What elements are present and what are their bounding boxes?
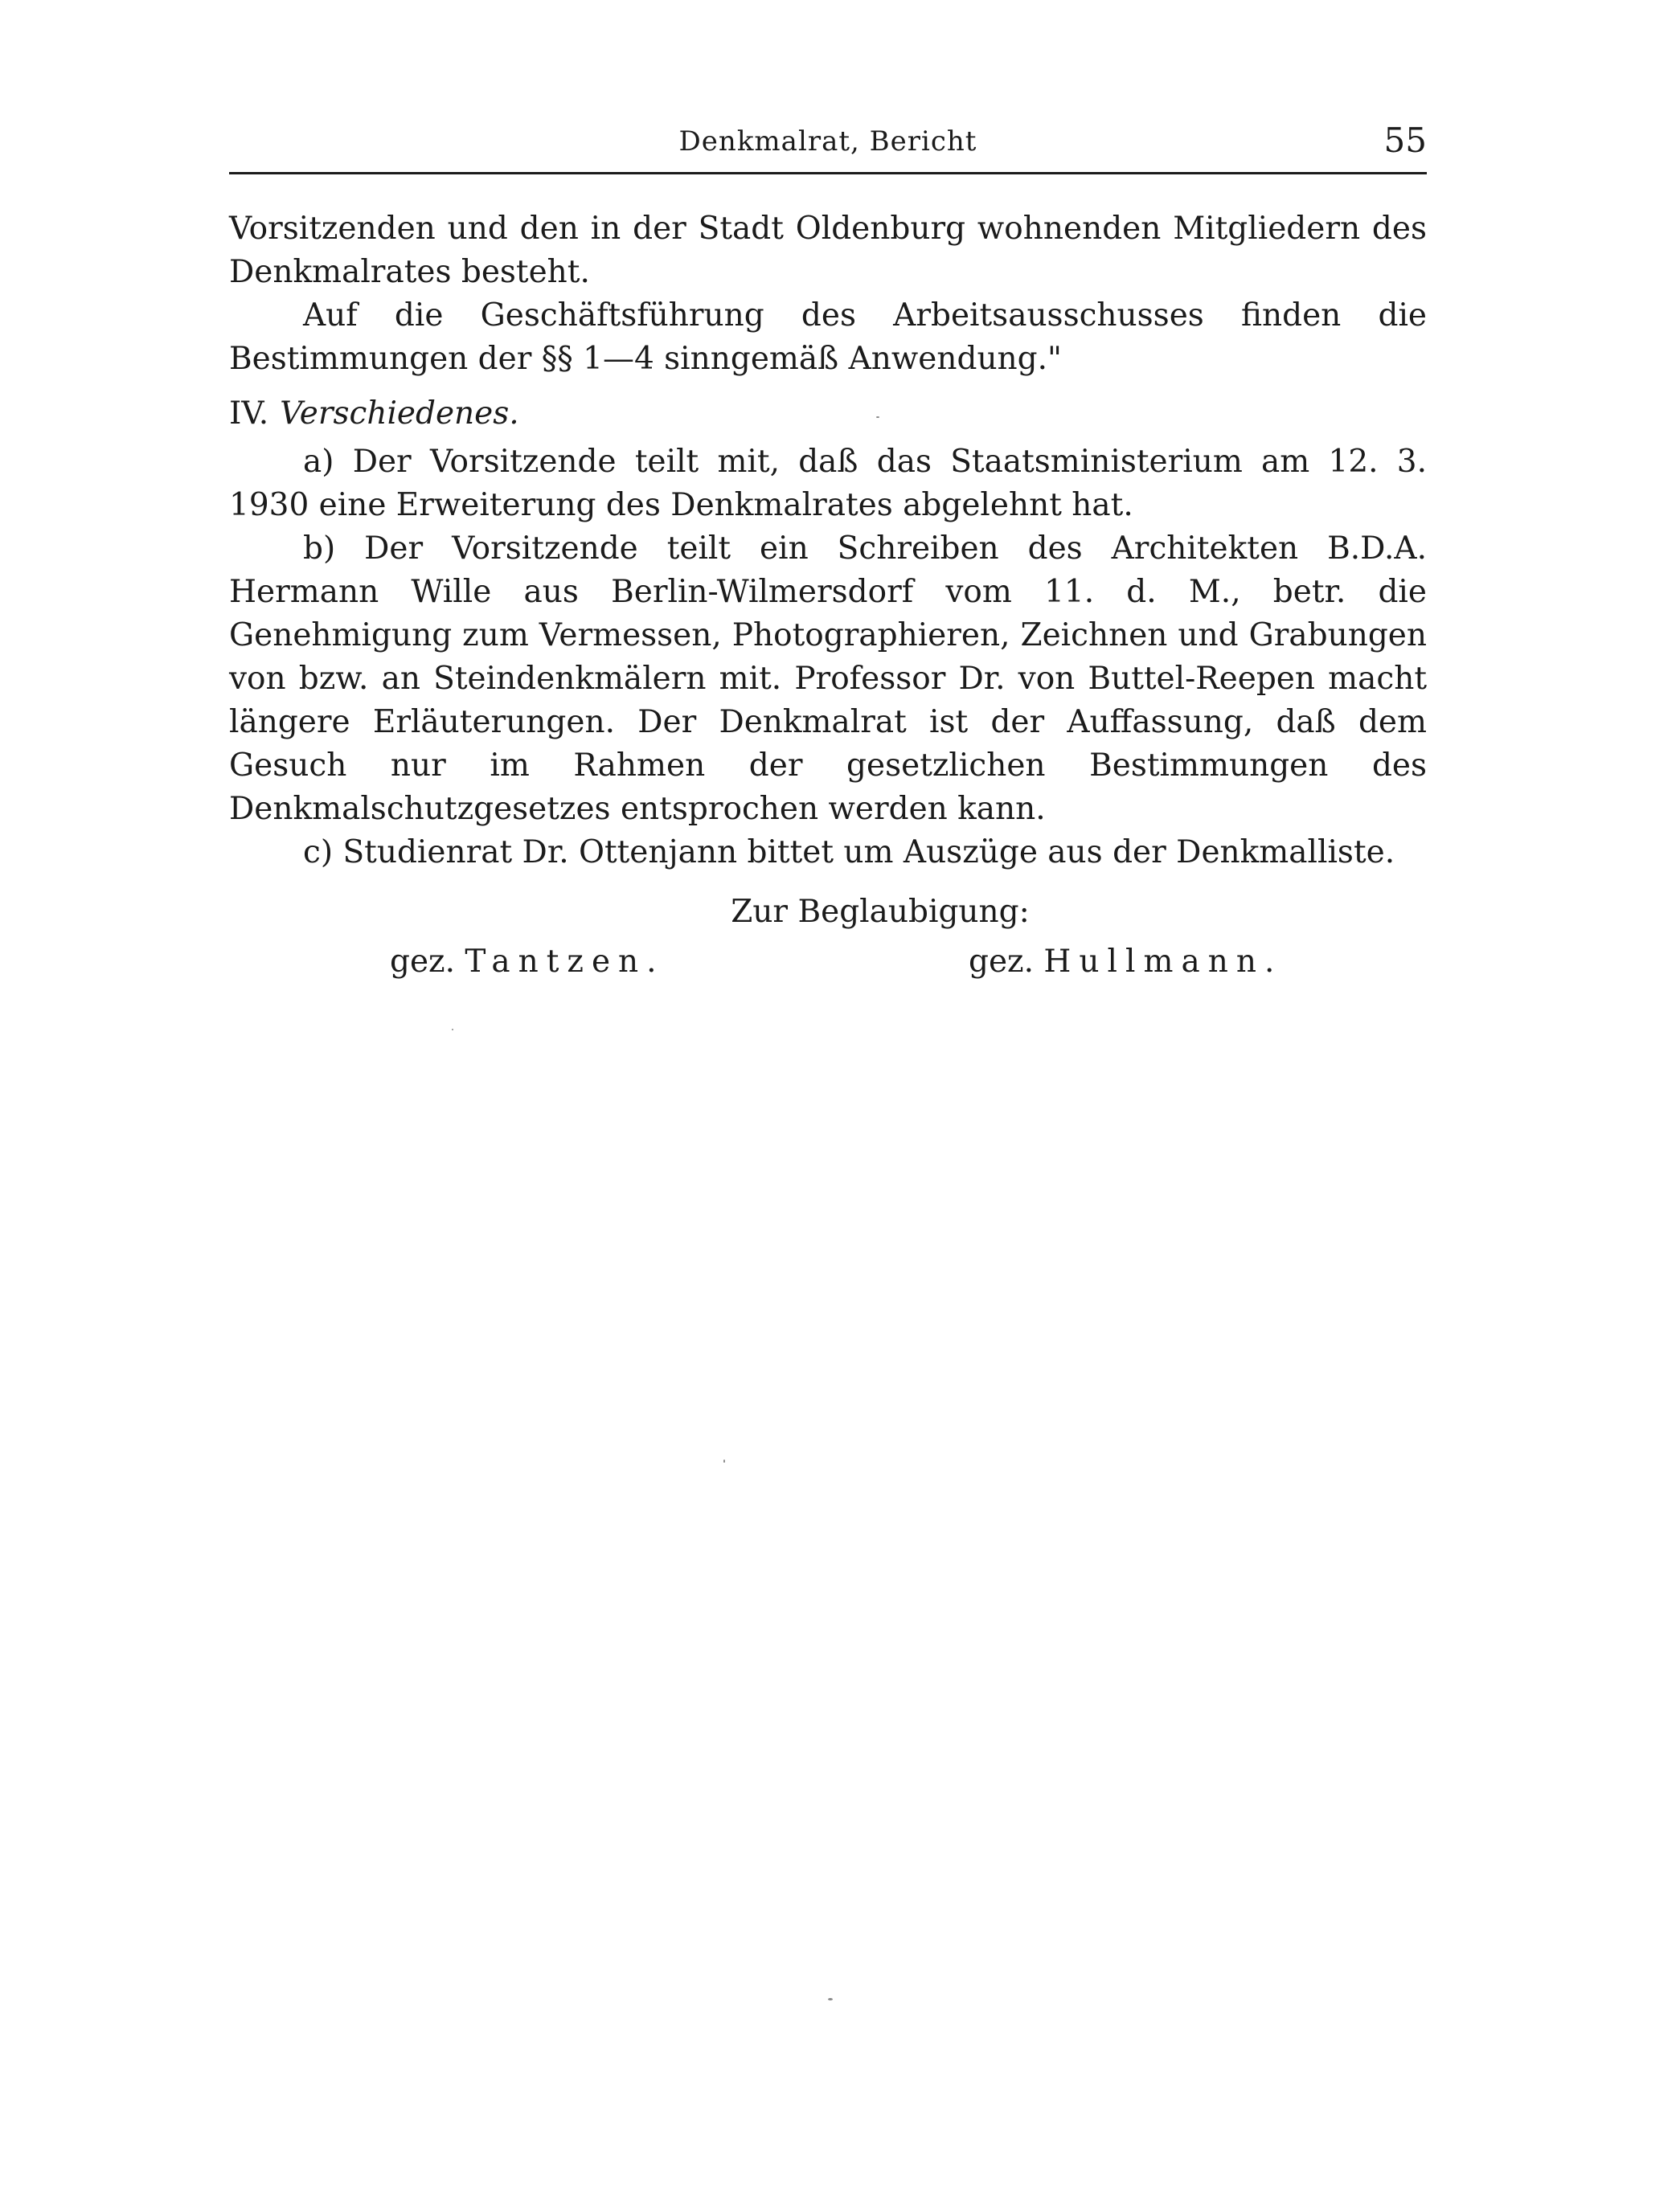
page-number: 55 — [1383, 121, 1427, 160]
body-text — [229, 207, 1427, 989]
item-a: a) Der Vorsitzende teilt mit, daß das Staatsministerium am 12. 3. 1930 eine Erweiterung des Denkmalrates abgelehnt hat. — [229, 444, 1427, 523]
section-title: Verschiedenes. — [280, 395, 519, 432]
signature-name: Tantzen. — [465, 944, 665, 980]
signature-hullmann — [969, 940, 1282, 984]
item-b: b) Der Vorsitzende teilt ein Schreiben des Architekten B.D.A. Hermann Wille aus Berlin-Wilmersdorf vom 11. d. M., betr. die Genehmigung zum Vermessen, Photographieren, Zeichnen und Grabungen von bzw. an Steindenkmälern mit. Professor Dr. von Buttel-Reepen macht längere Erläuterungen. Der Denkmalrat ist der Auffassung, daß dem Gesuch nur im Rahmen der gesetzlichen Bestimmungen des Denkmalschutzgesetzes entsprochen werden kann. — [229, 530, 1427, 827]
running-head — [229, 121, 1427, 166]
attestation-label: Zur Beglaubigung: — [731, 894, 1030, 930]
header-rule — [229, 172, 1427, 174]
signature-prefix: gez. — [969, 944, 1034, 980]
signature-name: Hullmann. — [1043, 944, 1283, 980]
section-heading — [229, 392, 1427, 436]
scan-speck — [876, 416, 879, 418]
paragraph-continuation: Vorsitzenden und den in der Stadt Oldenburg wohnenden Mitgliedern des Denkmalrates besteht. — [229, 211, 1427, 290]
paragraph-business-rules: Auf die Geschäftsführung des Arbeitsausschusses finden die Bestimmungen der §§ 1—4 sinngemäß Anwendung." — [229, 297, 1427, 377]
signature-prefix: gez. — [390, 944, 455, 980]
item-c: c) Studienrat Dr. Ottenjann bittet um Auszüge aus der Denkmalliste. — [303, 834, 1395, 870]
scan-speck — [452, 1029, 453, 1030]
section-number: IV. — [229, 395, 269, 432]
scan-speck — [828, 1998, 833, 2000]
signature-tantzen — [390, 940, 665, 984]
signature-block — [229, 940, 1427, 989]
running-title: Denkmalrat, Bericht — [678, 125, 977, 158]
scan-speck — [723, 1460, 725, 1463]
